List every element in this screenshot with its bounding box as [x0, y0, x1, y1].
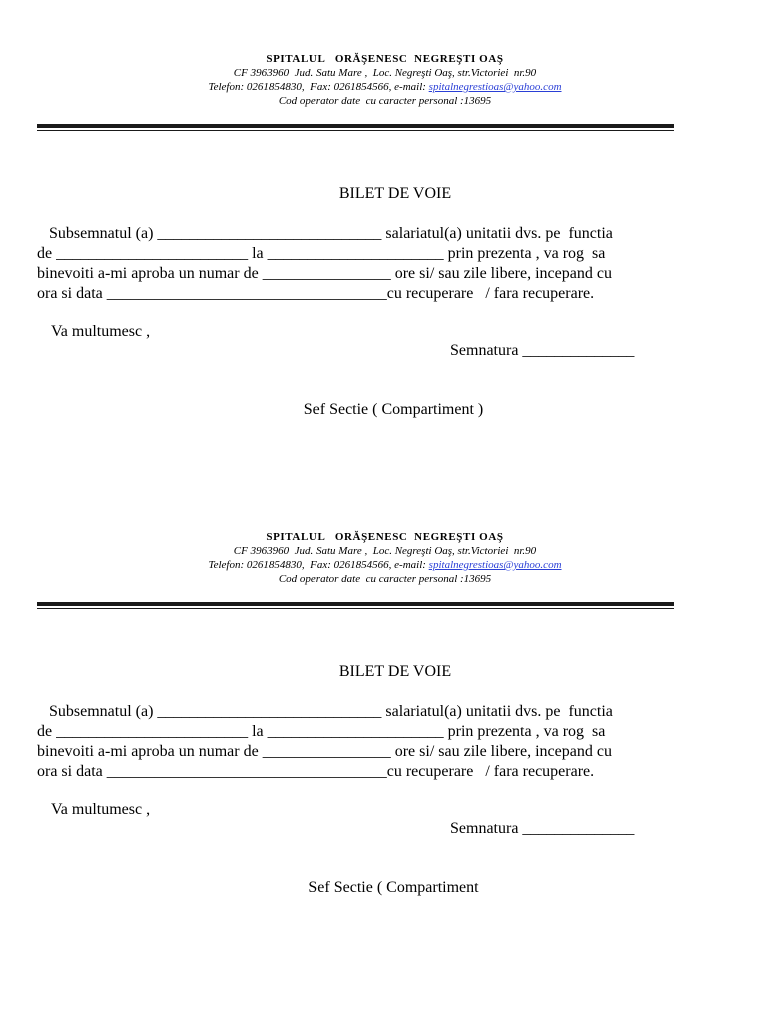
hospital-name: SPITALUL ORĂŞENESC NEGREŞTI OAŞ [266, 531, 504, 543]
request-paragraph [37, 224, 707, 304]
data-operator-code: Cod operator date cu caracter personal :13695 [278, 573, 492, 585]
contact-phone-fax: Telefon: 0261854830, Fax: 0261854566, e-mail: [208, 559, 429, 571]
leave-form-1 [0, 0, 770, 470]
hospital-contact [0, 80, 770, 94]
hospital-header [0, 52, 770, 108]
paragraph-line: de ________________________ la ______________________ prin prezenta , va rog sa [37, 245, 606, 262]
header-divider-thick [37, 124, 674, 128]
paragraph-line: de ________________________ la ______________________ prin prezenta , va rog sa [37, 723, 606, 740]
document-title: BILET DE VOIE [338, 663, 452, 680]
paragraph-line: ora si data ___________________________________cu recuperare / fara recuperare. [37, 763, 595, 780]
paragraph-line: Subsemnatul (a) ____________________________ salariatul(a) unitatii dvs. pe functia [37, 225, 613, 242]
signature-line: Semnatura ______________ [450, 820, 635, 837]
leave-form-2 [0, 478, 770, 948]
data-operator-code: Cod operator date cu caracter personal :13695 [278, 95, 492, 107]
header-divider-thick [37, 602, 674, 606]
header-divider-thin [37, 130, 674, 131]
closing-thanks: Va multumesc , [51, 801, 151, 818]
signature-line: Semnatura ______________ [450, 342, 635, 359]
hospital-fiscal-address: CF 3963960 Jud. Satu Mare , Loc. Negreşti Oaş, str.Victoriei nr.90 [233, 545, 537, 557]
contact-phone-fax: Telefon: 0261854830, Fax: 0261854566, e-mail: [208, 81, 429, 93]
paragraph-line: binevoiti a-mi aproba un numar de ________________ ore si/ sau zile libere, incepand cu [37, 743, 612, 760]
section-chief-label: Sef Sectie ( Compartiment [308, 879, 479, 896]
hospital-header [0, 530, 770, 586]
document-title: BILET DE VOIE [338, 185, 452, 202]
section-chief-label: Sef Sectie ( Compartiment ) [303, 401, 484, 418]
paragraph-line: ora si data ___________________________________cu recuperare / fara recuperare. [37, 285, 595, 302]
email-link[interactable]: spitalnegrestioas@yahoo.com [428, 559, 562, 571]
hospital-name: SPITALUL ORĂŞENESC NEGREŞTI OAŞ [266, 53, 504, 65]
closing-thanks: Va multumesc , [51, 323, 151, 340]
header-divider-thin [37, 608, 674, 609]
paragraph-line: Subsemnatul (a) ____________________________ salariatul(a) unitatii dvs. pe functia [37, 703, 613, 720]
hospital-fiscal-address: CF 3963960 Jud. Satu Mare , Loc. Negreşti Oaş, str.Victoriei nr.90 [233, 67, 537, 79]
hospital-contact [0, 558, 770, 572]
email-link[interactable]: spitalnegrestioas@yahoo.com [428, 81, 562, 93]
paragraph-line: binevoiti a-mi aproba un numar de ________________ ore si/ sau zile libere, incepand cu [37, 265, 612, 282]
request-paragraph [37, 702, 707, 782]
